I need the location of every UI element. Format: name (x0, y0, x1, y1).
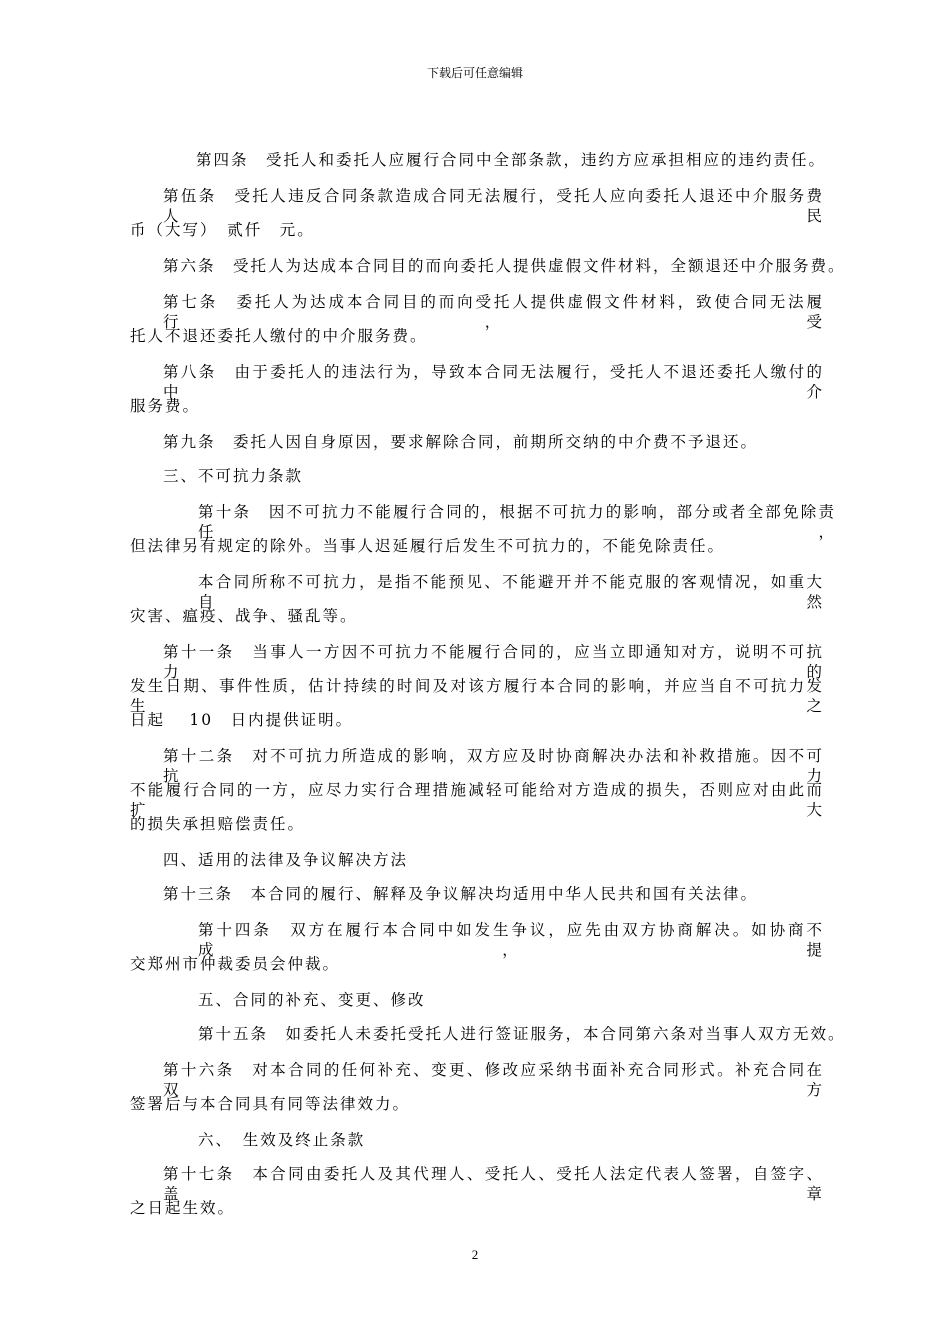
section-6-heading: 六、 生效及终止条款 (198, 1131, 366, 1149)
article-12-line-1: 第十二条 对不可抗力所造成的影响，双方应及时协商解决办法和补救措施。因不可抗力 (163, 747, 824, 785)
article-8-line-2: 服务费。 (130, 397, 201, 415)
article-8-line-1: 第八条 由于委托人的违法行为，导致本合同无法履行，受托人不退还委托人缴付的中介 (163, 363, 824, 401)
article-16-line-2: 签署后与本合同具有同等法律效力。 (130, 1095, 411, 1113)
section-3-heading: 三、不可抗力条款 (163, 467, 304, 485)
article-10-line-2: 但法律另有规定的除外。当事人迟延履行后发生不可抗力的，不能免除责任。 (130, 537, 726, 555)
article-12-line-2: 不能履行合同的一方，应尽力实行合理措施减轻可能给对方造成的损失，否则应对由此而扩大 (130, 781, 824, 819)
article-12-line-3: 的损失承担赔偿责任。 (130, 815, 306, 833)
article-11-line-2: 发生日期、事件性质，估计持续的时间及对该方履行本合同的影响，并应当自不可抗力发生之 (130, 677, 824, 715)
article-14-line-1: 第十四条 双方在履行本合同中如发生争议，应先由双方协商解决。如协商不成，提 (198, 921, 824, 959)
article-10-line-1: 第十条 因不可抗力不能履行合同的，根据不可抗力的影响，部分或者全部免除责任， (198, 503, 836, 541)
article-5-line-1: 第伍条 受托人违反合同条款造成合同无法履行，受托人应向委托人退还中介服务费人民 (163, 187, 824, 225)
article-16-line-1: 第十六条 对本合同的任何补充、变更、修改应采纳书面补充合同形式。补充合同在双方 (163, 1061, 824, 1099)
article-5-line-2: 币（大写） 贰仟 元。 (130, 221, 315, 239)
article-11-line-3: 日起 10 日内提供证明。 (130, 711, 354, 729)
page-number: 2 (471, 1247, 479, 1262)
article-7-line-2: 托人不退还委托人缴付的中介服务费。 (130, 327, 428, 345)
article-11-line-1: 第十一条 当事人一方因不可抗力不能履行合同的，应当立即通知对方，说明不可抗力的 (163, 643, 824, 681)
article-15-line: 第十五条 如委托人未委托受托人进行签证服务，本合同第六条对当事人双方无效。 (198, 1025, 846, 1043)
force-majeure-definition-line-1: 本合同所称不可抗力，是指不能预见、不能避开并不能克服的客观情况，如重大自然 (198, 573, 824, 611)
article-17-line-2: 之日起生效。 (130, 1199, 236, 1217)
article-4-line: 第四条 受托人和委托人应履行合同中全部条款，违约方应承担相应的违约责任。 (196, 151, 827, 169)
page-header: 下载后可任意编辑 (426, 66, 523, 80)
force-majeure-definition-line-2: 灾害、瘟疫、战争、骚乱等。 (130, 607, 358, 625)
article-13-line: 第十三条 本合同的履行、解释及争议解决均适用中华人民共和国有关法律。 (163, 885, 759, 903)
article-14-line-2: 交郑州市仲裁委员会仲裁。 (130, 955, 341, 973)
article-9-line: 第九条 委托人因自身原因，要求解除合同，前期所交纳的中介费不予退还。 (163, 433, 759, 451)
article-17-line-1: 第十七条 本合同由委托人及其代理人、受托人、受托人法定代表人签署，自签字、盖章 (163, 1165, 824, 1203)
article-6-line: 第六条 受托人为达成本合同目的而向委托人提供虚假文件材料，全额退还中介服务费。 (163, 257, 846, 275)
section-4-heading: 四、适用的法律及争议解决方法 (163, 851, 409, 869)
section-5-heading: 五、合同的补充、变更、修改 (198, 991, 426, 1009)
article-7-line-1: 第七条 委托人为达成本合同目的而向受托人提供虚假文件材料，致使合同无法履行，受 (163, 293, 824, 331)
